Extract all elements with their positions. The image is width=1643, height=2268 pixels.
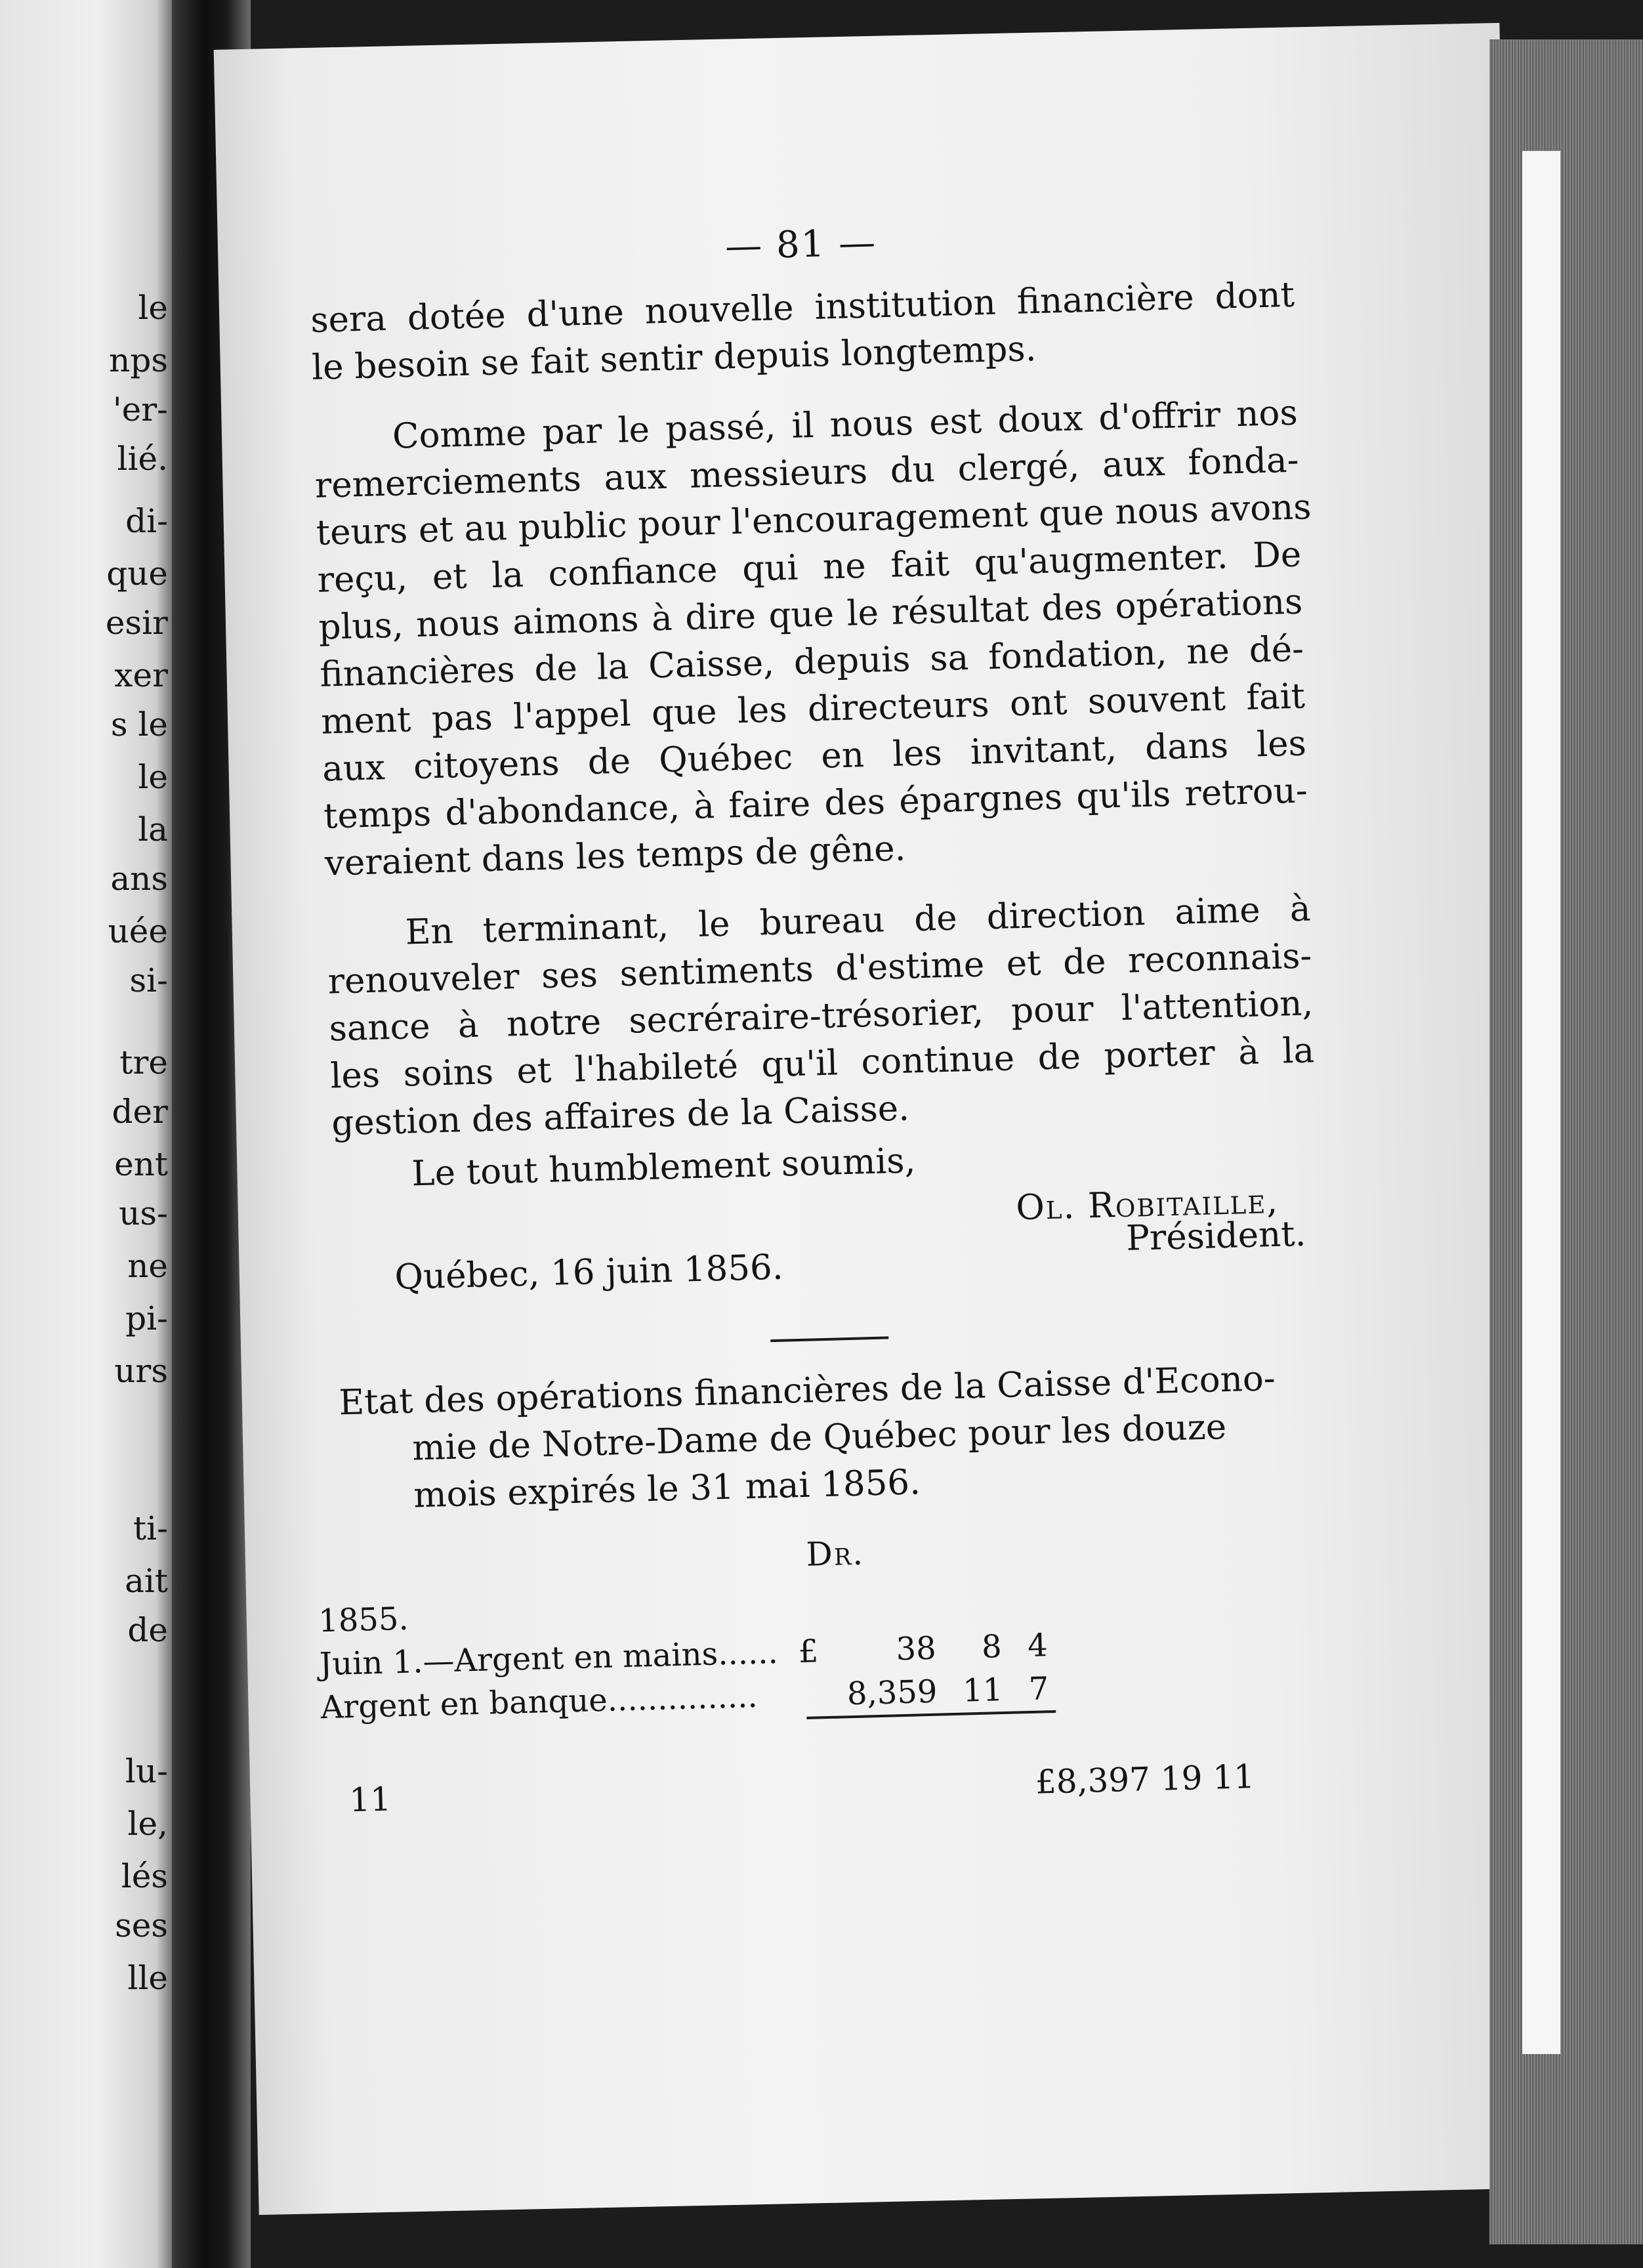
page-content xyxy=(308,211,1334,1834)
left-page-fragment: la xyxy=(138,810,168,849)
text-line: reçu, et la confiance qui ne fait qu'augmenter. De xyxy=(316,534,1302,600)
text-line: sance à notre secréraire-trésorier, pour l'attention, xyxy=(328,983,1314,1049)
left-page-fragment: ses xyxy=(115,1906,168,1944)
closing-line: Le tout humblement soumis, xyxy=(411,1141,917,1194)
text-line: financières de la Caisse, depuis sa fondation, ne dé- xyxy=(319,629,1304,695)
text-line: aux citoyens de Québec en les invitant, dans les xyxy=(322,723,1307,789)
left-page-fragment: ait xyxy=(125,1562,168,1600)
ledger xyxy=(318,1573,1331,1742)
statement-title-line: mie de Notre-Dame de Québec pour les douze xyxy=(411,1407,1227,1469)
left-page-fragment: ent xyxy=(114,1145,168,1183)
left-page-fragment: esir xyxy=(105,604,168,642)
ledger-pence: 4 xyxy=(1027,1627,1049,1665)
text-line: Comme par le passé, il nous est doux d'offrir nos xyxy=(392,392,1299,457)
paragraph xyxy=(313,390,1312,888)
left-page-fragment: lu- xyxy=(125,1752,168,1790)
left-page-fragment: xer xyxy=(114,656,168,694)
ledger-year: 1855. xyxy=(318,1600,409,1640)
left-page-fragment: que xyxy=(106,555,168,593)
left-page-fragment: le, xyxy=(127,1805,168,1843)
left-page-fragment: urs xyxy=(114,1352,168,1390)
text-line: remerciements aux messieurs du clergé, aux fonda- xyxy=(314,440,1300,506)
paragraph xyxy=(326,885,1316,1147)
left-page-fragment: us- xyxy=(119,1194,168,1232)
signature-name: Ol. Robitaille, xyxy=(1015,1181,1279,1228)
left-page-fragment: ne xyxy=(127,1247,168,1285)
left-page-fragment: pi- xyxy=(125,1299,168,1337)
left-page-fragment: s le xyxy=(110,705,168,744)
left-page-fragment: der xyxy=(112,1093,168,1131)
ledger-shillings: 11 xyxy=(962,1671,1004,1710)
ledger-label: Argent en banque............... xyxy=(320,1677,759,1727)
text-line: renouveler ses sentiments d'estime et de reconnais- xyxy=(327,936,1313,1002)
body-text xyxy=(310,272,1316,1153)
left-page-fragment: ans xyxy=(110,860,168,898)
left-page-fragment: ti- xyxy=(133,1509,168,1547)
signature-title: Président. xyxy=(1125,1213,1307,1259)
text-line: En terminant, le bureau de direction aime à xyxy=(405,889,1312,953)
statement-title-line: Etat des opérations financières de la Caisse d'Econo- xyxy=(338,1358,1276,1423)
page-number: — 81 — xyxy=(724,221,877,268)
ledger-pounds: 8,359 xyxy=(846,1673,938,1713)
left-page-fragment: lés xyxy=(121,1857,168,1895)
debit-heading: Dr. xyxy=(805,1534,865,1574)
left-page-fragment: tre xyxy=(119,1043,168,1082)
left-page-fragment: uée xyxy=(108,912,168,950)
ledger-shillings: 8 xyxy=(981,1628,1003,1666)
ledger-total: £8,397 19 11 xyxy=(1035,1757,1255,1801)
text-line: teurs et au public pour l'encouragement que nous avons xyxy=(316,487,1312,553)
page-edges xyxy=(1489,39,1643,2244)
left-page-fragment: si- xyxy=(129,961,168,999)
statement-title-line: mois expirés le 31 mai 1856. xyxy=(413,1462,921,1516)
text-line: veraient dans les temps de gêne. xyxy=(324,828,907,884)
text-line: les soins et l'habileté qu'il continue de porter à la xyxy=(329,1030,1315,1097)
left-page-fragment: di- xyxy=(125,502,168,540)
text-line: temps d'abondance, à faire des épargnes qu'ils retrou- xyxy=(323,770,1308,837)
left-facing-page xyxy=(0,0,177,2268)
left-page-fragment: le xyxy=(138,289,168,327)
ledger-pence: 7 xyxy=(1028,1670,1050,1708)
left-page-fragment: lié. xyxy=(117,440,168,478)
signature-mark: 11 xyxy=(348,1780,392,1820)
left-page-fragment: de xyxy=(127,1611,168,1649)
signature-place-date: Québec, 16 juin 1856. xyxy=(394,1247,784,1298)
left-page-fragment: lle xyxy=(127,1959,168,1997)
text-line: gestion des affaires de la Caisse. xyxy=(331,1088,910,1144)
left-page-fragment: nps xyxy=(109,341,168,379)
ledger-pounds: 38 xyxy=(895,1629,937,1668)
page-edge-highlight xyxy=(1522,151,1560,2054)
text-line: plus, nous aimons à dire que le résultat des opérations xyxy=(318,581,1303,648)
ledger-label: Juin 1.—Argent en mains...... xyxy=(319,1634,779,1683)
text-line: le besoin se fait sentir depuis longtemps. xyxy=(311,329,1037,388)
left-page-fragment: 'er- xyxy=(112,390,168,429)
text-line: ment pas l'appel que les directeurs ont souvent fait xyxy=(320,676,1306,742)
section-divider xyxy=(770,1336,888,1342)
statement-title xyxy=(339,1354,1326,1521)
left-page-fragment: le xyxy=(138,758,168,796)
text-line: sera dotée d'une nouvelle institution financière dont xyxy=(310,274,1295,341)
ledger-currency: £ xyxy=(797,1633,819,1671)
